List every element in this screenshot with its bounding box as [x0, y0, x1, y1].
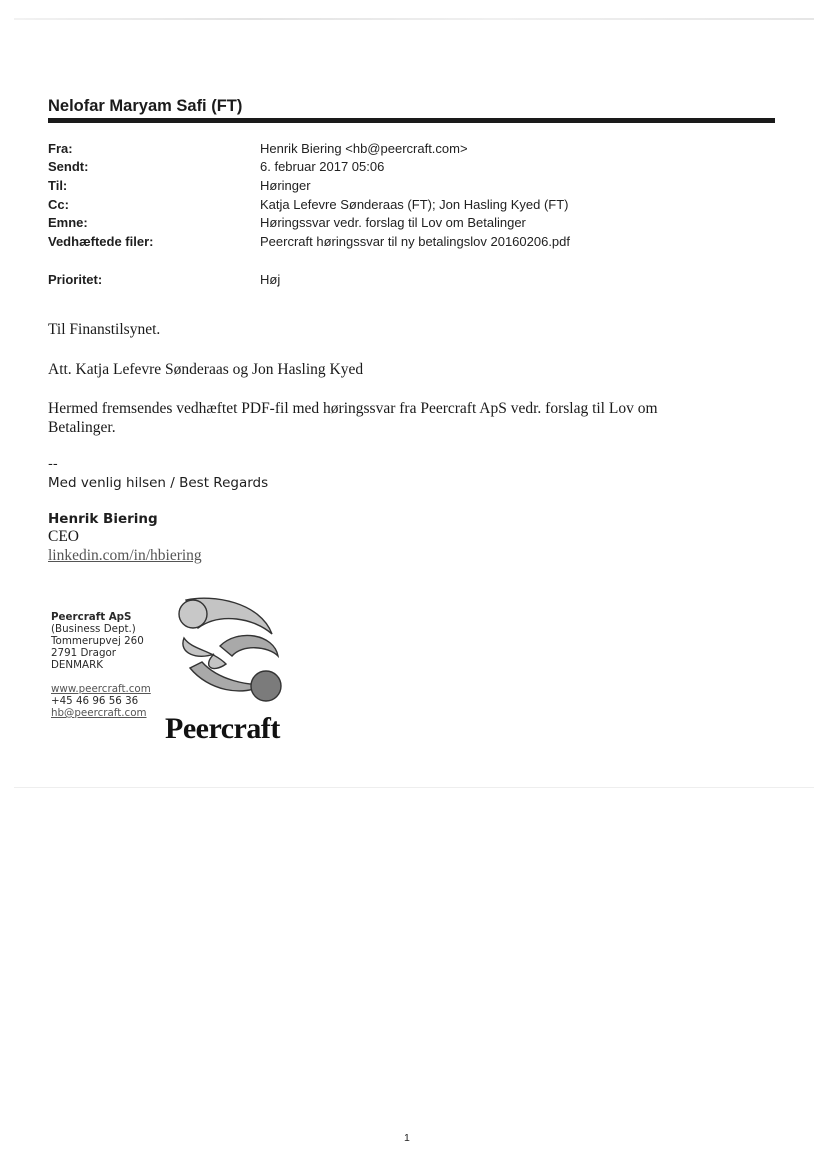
attention-line: Att. Katja Lefevre Sønderaas og Jon Hasling Kyed	[48, 361, 364, 378]
field-from	[48, 139, 788, 158]
attachment-filename: Peercraft høringssvar til ny betalingslov 20160206.pdf	[260, 233, 571, 249]
field-value: 6. februar 2017 05:06	[260, 159, 385, 175]
header-rule	[48, 118, 775, 123]
email-link[interactable]: hb@peercraft.com	[51, 707, 147, 719]
field-cc	[48, 195, 788, 214]
signature-title: CEO	[48, 528, 79, 545]
company-street: Tommerupvej 260	[51, 635, 144, 647]
field-label: Til:	[48, 177, 68, 193]
signature-closing: Med venlig hilsen / Best Regards	[48, 475, 269, 491]
sender-name: Nelofar Maryam Safi (FT)	[48, 97, 243, 115]
linkedin-link[interactable]: linkedin.com/in/hbiering	[48, 547, 202, 564]
field-label: Vedhæftede filer:	[48, 233, 154, 249]
scan-edge-top	[14, 18, 814, 20]
field-label: Cc:	[48, 196, 69, 212]
field-label: Sendt:	[48, 159, 89, 175]
company-name: Peercraft ApS	[51, 611, 132, 623]
greeting: Til Finanstilsynet.	[48, 321, 161, 338]
field-attachments	[48, 232, 788, 251]
peercraft-logo-icon	[168, 594, 292, 706]
field-to	[48, 176, 788, 195]
field-value: Høj	[260, 272, 281, 288]
logo-wordmark: Peercraft	[165, 712, 280, 745]
field-label: Emne:	[48, 215, 88, 231]
field-value: Høringssvar vedr. forslag til Lov om Betalinger	[260, 215, 526, 231]
company-city: 2791 Dragor	[51, 647, 117, 659]
field-value: Henrik Biering <hb@peercraft.com>	[260, 140, 468, 156]
field-value: Høringer	[260, 177, 311, 193]
website-link[interactable]: www.peercraft.com	[51, 683, 151, 695]
company-dept: (Business Dept.)	[51, 623, 136, 635]
company-phone: +45 46 96 56 36	[51, 695, 139, 707]
page-number: 1	[404, 1132, 410, 1144]
field-subject	[48, 213, 788, 232]
signature-name: Henrik Biering	[48, 511, 158, 527]
field-label: Fra:	[48, 140, 73, 156]
email-header	[48, 139, 788, 289]
company-block	[51, 611, 151, 719]
signature-separator: --	[48, 456, 58, 472]
scan-edge-bottom	[14, 787, 814, 788]
field-sent	[48, 158, 788, 177]
company-country: DENMARK	[51, 659, 103, 671]
message-paragraph: Hermed fremsendes vedhæftet PDF-fil med høringssvar fra Peercraft ApS vedr. forslag til Lov om Betalinger.	[48, 400, 658, 436]
field-label: Prioritet:	[48, 272, 103, 288]
field-value: Katja Lefevre Sønderaas (FT); Jon Hasling Kyed (FT)	[260, 196, 569, 212]
field-priority	[48, 271, 788, 290]
